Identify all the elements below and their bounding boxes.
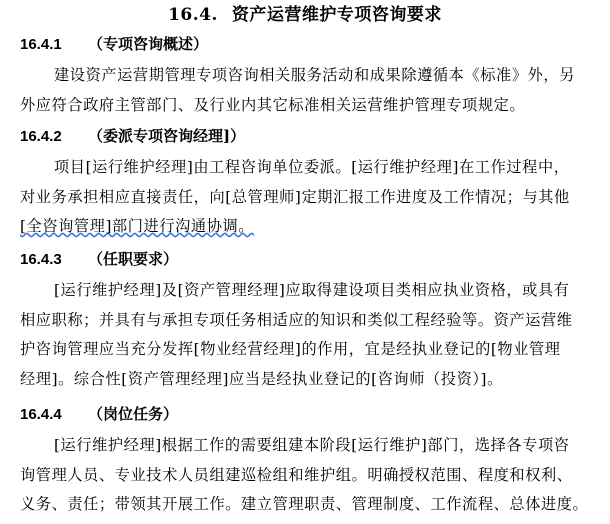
paragraph-line: 外应符合政府主管部门、及行业内其它标准相关运营维护管理专项规定。 — [20, 95, 526, 114]
paragraph-line: 护咨询管理应当充分发挥[物业经营经理]的作用，宜是经执业登记的[物业管理 — [20, 340, 561, 358]
paragraph-16-4-3 — [20, 276, 588, 394]
subsection-number: 16.4.1 — [20, 36, 62, 53]
subsection-heading-16-4-2 — [20, 126, 245, 147]
paragraph-line: 询管理人员、专业技术人员组建巡检组和维护组。明确授权范围、程度和权利、 — [20, 465, 573, 484]
paragraph-line: 项目[运行维护经理]由工程咨询单位委派。[运行维护经理]在工作过程中， — [54, 158, 570, 176]
section-title-text: 资产运营维护专项咨询要求 — [231, 5, 442, 25]
subsection-title: （专项咨询概述） — [88, 35, 209, 53]
subsection-title: （岗位任务） — [88, 405, 179, 423]
paragraph-16-4-2 — [20, 153, 588, 242]
subsection-heading-16-4-3 — [20, 249, 178, 270]
paragraph-line: 经理]。综合性[资产管理经理]应当是经执业登记的[咨询师（投资）]。 — [20, 369, 503, 388]
paragraph-16-4-1 — [20, 61, 588, 120]
paragraph-line: [运行维护经理]根据工作的需要组建本阶段[运行维护]部门，选择各专项咨 — [54, 436, 570, 454]
subsection-heading-16-4-1 — [20, 34, 208, 55]
paragraph-line: [全咨询管理]部门进行沟通协调。 — [20, 217, 255, 235]
subsection-number: 16.4.2 — [20, 128, 62, 145]
paragraph-line: 相应职称；并具有与承担专项任务相适应的知识和类似工程经验等。资产运营维 — [20, 310, 573, 329]
paragraph-line: 建设资产运营期管理专项咨询相关服务活动和成果除遵循本《标准》外，另 — [54, 66, 575, 84]
subsection-title: （委派专项咨询经理]） — [88, 127, 246, 145]
paragraph-line: [运行维护经理]及[资产管理经理]应取得建设项目类相应执业资格，或具有 — [54, 281, 570, 299]
subsection-number: 16.4.4 — [20, 406, 62, 423]
section-number: 16.4. — [168, 5, 218, 25]
paragraph-line: 对业务承担相应直接责任，向[总管理师]定期汇报工作进度及工作情况；与其他 — [20, 187, 570, 206]
subsection-heading-16-4-4 — [20, 404, 178, 425]
paragraph-line: 义务、责任；带领其开展工作。建立管理职责、管理制度、工作流程、总体进度。 — [20, 495, 589, 513]
section-title — [0, 5, 610, 25]
subsection-number: 16.4.3 — [20, 251, 62, 268]
paragraph-16-4-4 — [20, 431, 588, 520]
subsection-title: （任职要求） — [88, 250, 179, 268]
